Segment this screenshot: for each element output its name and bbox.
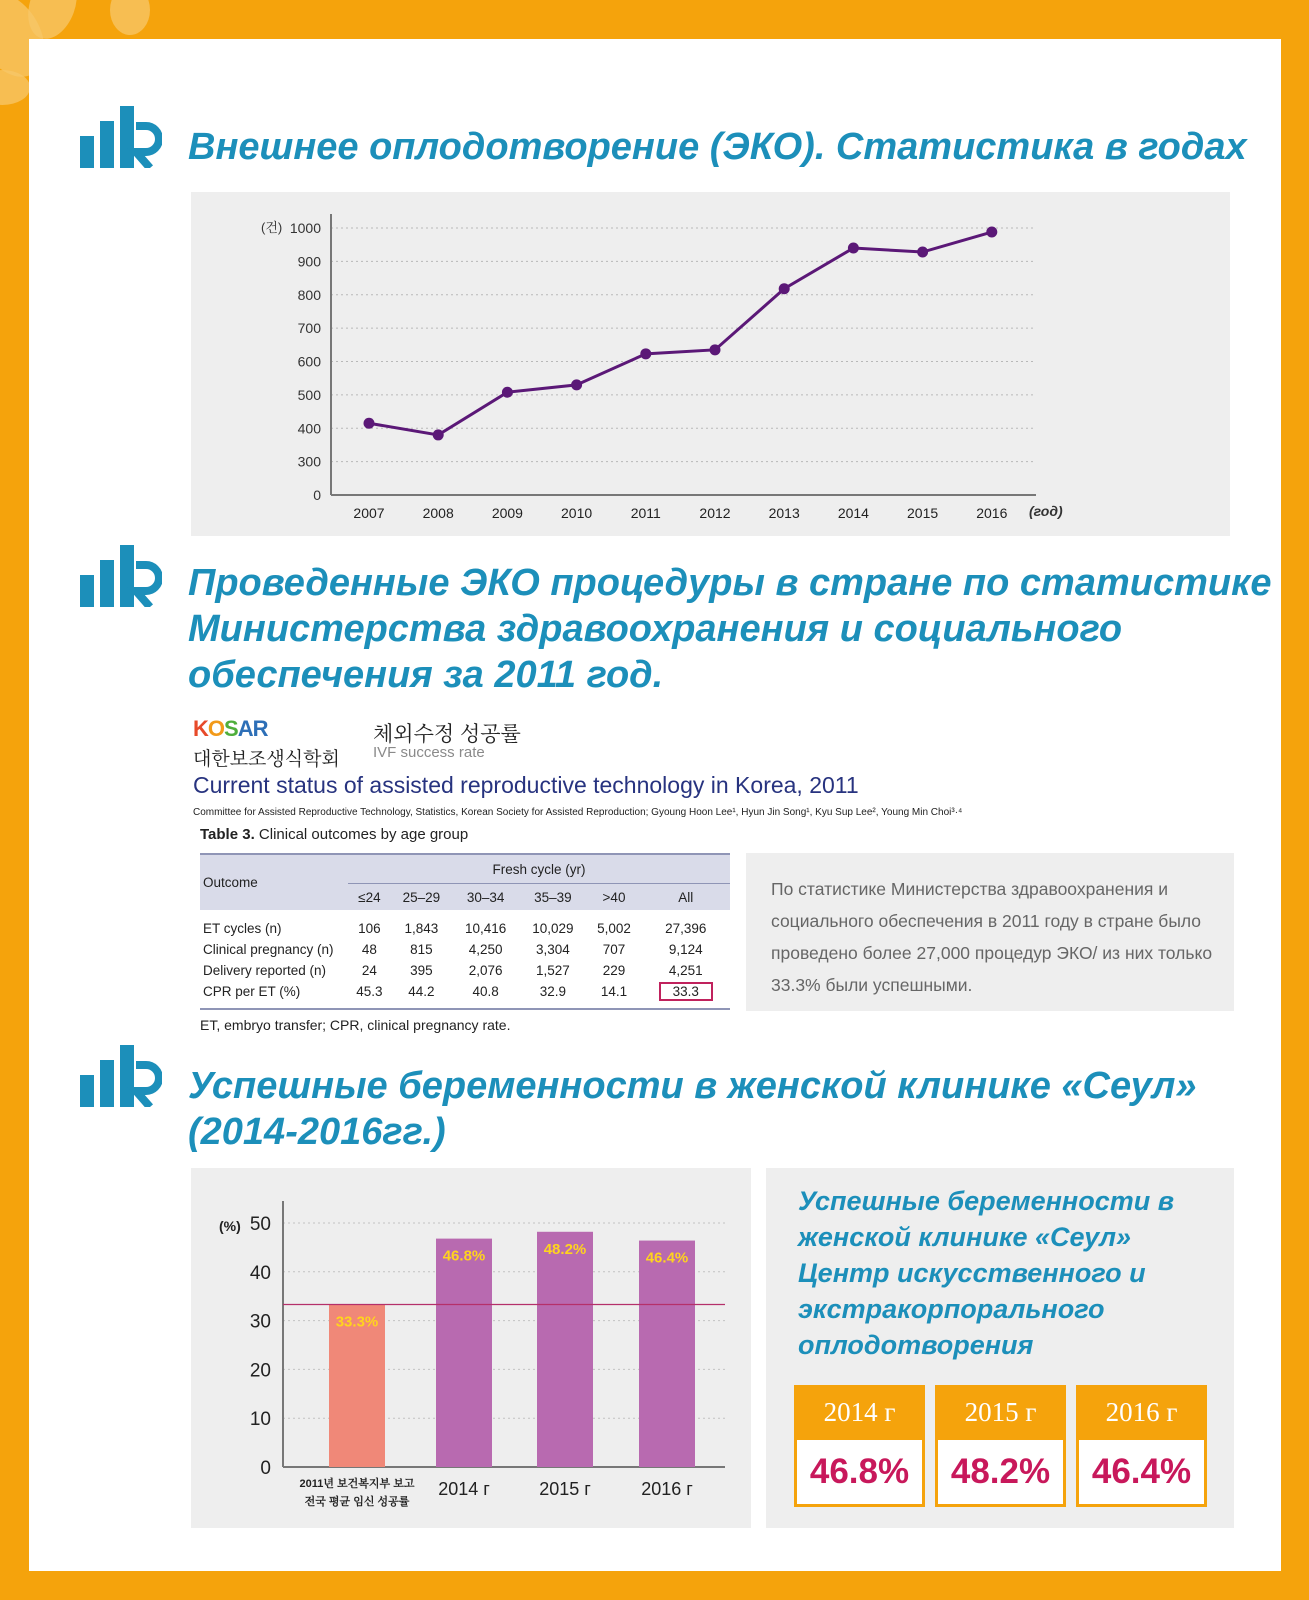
x-tick-label: 2007 <box>353 505 385 521</box>
background-petal <box>110 0 150 35</box>
x-tick-label: 2009 <box>491 505 523 521</box>
bar <box>639 1241 695 1467</box>
table-cell: 10,416 <box>464 921 507 936</box>
data-line <box>369 232 992 435</box>
table-cell: 4,251 <box>668 963 703 978</box>
bar-data-label: 46.8% <box>442 1247 486 1265</box>
row-label: Delivery reported (n) <box>203 963 327 978</box>
data-point <box>710 344 721 355</box>
section2-title-line: Министерства здравоохранения и социального <box>188 608 1123 650</box>
section3-title-line: Успешные беременности в женской клинике «Сеул» <box>188 1065 1197 1107</box>
info-text: По статистике Министерства здравоохранения и социального обеспечения в 2011 году в стране было проведено более 27,000 процедур ЭКО/ из них только 33.3% были успешными. <box>771 879 1213 995</box>
table-cell: 40.8 <box>452 981 519 1009</box>
table-cell: 44.2 <box>391 981 452 1009</box>
table-cell: 1,843 <box>404 921 439 936</box>
bar-data-label: 46.4% <box>645 1249 689 1267</box>
table-row <box>200 910 730 939</box>
table-header-cell: 35–39 <box>519 884 586 911</box>
row-label: Clinical pregnancy (n) <box>203 942 334 957</box>
section2-title-line: Проведенные ЭКО процедуры в стране по статистике <box>188 562 1272 604</box>
stat-value: 48.2% <box>935 1440 1066 1507</box>
table-cell: 9,124 <box>668 942 703 957</box>
x-axis-label: (год) <box>1029 503 1063 519</box>
y-tick-label: 600 <box>297 353 321 370</box>
table-header-cell: ≤24 <box>348 884 391 911</box>
table-header-cell: 30–34 <box>452 884 519 911</box>
y-tick-label: 700 <box>297 320 321 337</box>
section2-title-line: обеспечения за 2011 год. <box>188 654 664 696</box>
info-panel <box>746 853 1234 1011</box>
paper-authors: Committee for Assisted Reproductive Technology, Statistics, Korean Society for Assisted Reproduction; Gyoung Hoon Lee¹, Hyun Jin Song¹, Kyu Sup Lee², Young Min Choi³·⁴ <box>193 807 963 818</box>
table-cell: 48 <box>361 942 377 957</box>
bar-chart <box>191 1168 751 1528</box>
table-cell: 45.3 <box>348 981 391 1009</box>
table-row <box>200 981 730 1009</box>
bar <box>537 1232 593 1467</box>
table-cell: 32.9 <box>519 981 586 1009</box>
table-cell: 2,076 <box>468 963 503 978</box>
koser-logo: KOSAR <box>193 716 268 741</box>
table-cell: 229 <box>602 963 626 978</box>
y-tick-label: 1000 <box>289 220 321 236</box>
data-point <box>502 387 513 398</box>
y-axis-label: (건) <box>261 220 283 235</box>
table-cell <box>642 981 730 1009</box>
x-tick-label: 2016 <box>976 505 1008 521</box>
stat-year: 2015 г <box>935 1385 1066 1440</box>
section1-title: Внешнее оплодотворение (ЭКО). Статистика в годах <box>188 126 1247 168</box>
data-point <box>779 283 790 294</box>
table-header-cell: >40 <box>586 884 641 911</box>
table-cell: 4,250 <box>468 942 503 957</box>
table-cell: 815 <box>410 942 433 957</box>
y-tick-label: 300 <box>297 453 321 470</box>
bar-data-label: 33.3% <box>335 1313 379 1331</box>
ivf-title-en: IVF success rate <box>373 744 485 761</box>
highlighted-cell: 33.3 <box>659 982 713 1001</box>
table-cell: 707 <box>602 942 626 957</box>
x-tick-label: 2008 <box>422 505 454 521</box>
y-tick-label: 500 <box>297 386 321 403</box>
x-tick-label: 2013 <box>768 505 800 521</box>
y-tick-label: 400 <box>297 420 321 437</box>
data-point <box>917 247 928 258</box>
stat-year: 2014 г <box>794 1385 925 1440</box>
y-tick-label: 50 <box>249 1214 271 1235</box>
x-tick-label: 2011년 보건복지부 보고 <box>299 1478 415 1490</box>
koser-logo-block <box>193 716 340 771</box>
data-point <box>986 227 997 238</box>
x-tick-label: 2011 <box>630 505 661 521</box>
koser-org-name: 대한보조생식학회 <box>193 749 340 770</box>
row-label: ET cycles (n) <box>203 921 282 936</box>
section3-title <box>188 1063 1197 1155</box>
clinic-title: Успешные беременности в женской клинике «Сеул» Центр искусственного и экстракорпорального оплодотворения <box>798 1186 1175 1360</box>
x-tick-label: 2014 г <box>438 1479 490 1499</box>
y-tick-label: 30 <box>249 1311 271 1333</box>
section2-title <box>188 560 1271 698</box>
line-chart <box>191 192 1230 536</box>
table-header-cell: All <box>642 884 730 911</box>
data-point <box>848 243 859 254</box>
y-tick-label: 0 <box>313 487 321 503</box>
bar-chart-panel <box>191 1168 751 1528</box>
y-tick-label: 0 <box>260 1458 271 1479</box>
table-caption-text: Clinical outcomes by age group <box>258 826 469 843</box>
x-tick-label: 2016 г <box>641 1479 693 1499</box>
data-point <box>433 429 444 440</box>
table-cell: 5,002 <box>597 921 631 936</box>
bar <box>436 1239 492 1467</box>
table-row <box>200 960 730 981</box>
x-tick-label: 2010 <box>561 505 593 521</box>
stat-year: 2016 г <box>1076 1385 1207 1440</box>
table-cell: 10,029 <box>532 921 574 936</box>
y-axis-label: (%) <box>219 1218 241 1234</box>
x-tick-label: 전국 평균 임신 성공률 <box>304 1496 410 1508</box>
y-tick-label: 40 <box>249 1262 271 1284</box>
stats-logo-icon <box>80 545 162 607</box>
section3-title-line: (2014-2016гг.) <box>188 1111 446 1153</box>
table-cell: 24 <box>361 963 377 978</box>
table-cell: 395 <box>410 963 433 978</box>
y-tick-label: 20 <box>249 1360 271 1382</box>
table-caption <box>200 826 468 843</box>
data-point <box>364 418 375 429</box>
table-header-group: Fresh cycle (yr) <box>348 854 730 884</box>
bar-data-label: 48.2% <box>543 1240 587 1258</box>
paper-title: Current status of assisted reproductive technology in Korea, 2011 <box>193 772 859 798</box>
stat-box-2015 <box>935 1385 1066 1510</box>
x-tick-label: 2012 <box>699 505 731 521</box>
data-point <box>571 379 582 390</box>
stat-box-2014 <box>794 1385 925 1510</box>
table-footnote: ET, embryo transfer; CPR, clinical pregnancy rate. <box>200 1017 511 1033</box>
table-cell: 14.1 <box>586 981 641 1009</box>
stat-value: 46.4% <box>1076 1440 1207 1507</box>
table-header-outcome: Outcome <box>200 854 348 910</box>
y-tick-label: 900 <box>297 253 321 270</box>
stats-logo-icon <box>80 1045 162 1107</box>
table-header-cell: 25–29 <box>391 884 452 911</box>
table-cell: 27,396 <box>665 921 707 936</box>
table-cell: 106 <box>358 921 381 936</box>
y-tick-label: 10 <box>249 1409 271 1431</box>
table-row <box>200 939 730 960</box>
stat-box-2016 <box>1076 1385 1207 1510</box>
ivf-title-ko: 체외수정 성공률 <box>373 723 521 746</box>
line-chart-panel <box>191 192 1230 536</box>
stats-logo-icon <box>80 106 162 168</box>
stat-value: 46.8% <box>794 1440 925 1507</box>
table-label: Table 3. <box>200 826 255 843</box>
x-tick-label: 2015 <box>907 505 939 521</box>
x-tick-label: 2015 г <box>539 1479 591 1499</box>
outcomes-table <box>200 853 730 1010</box>
row-label: CPR per ET (%) <box>200 981 348 1009</box>
data-point <box>640 348 651 359</box>
y-tick-label: 800 <box>297 286 321 303</box>
table-cell: 1,527 <box>535 963 570 978</box>
table-cell: 3,304 <box>535 942 570 957</box>
x-tick-label: 2014 <box>837 505 869 521</box>
